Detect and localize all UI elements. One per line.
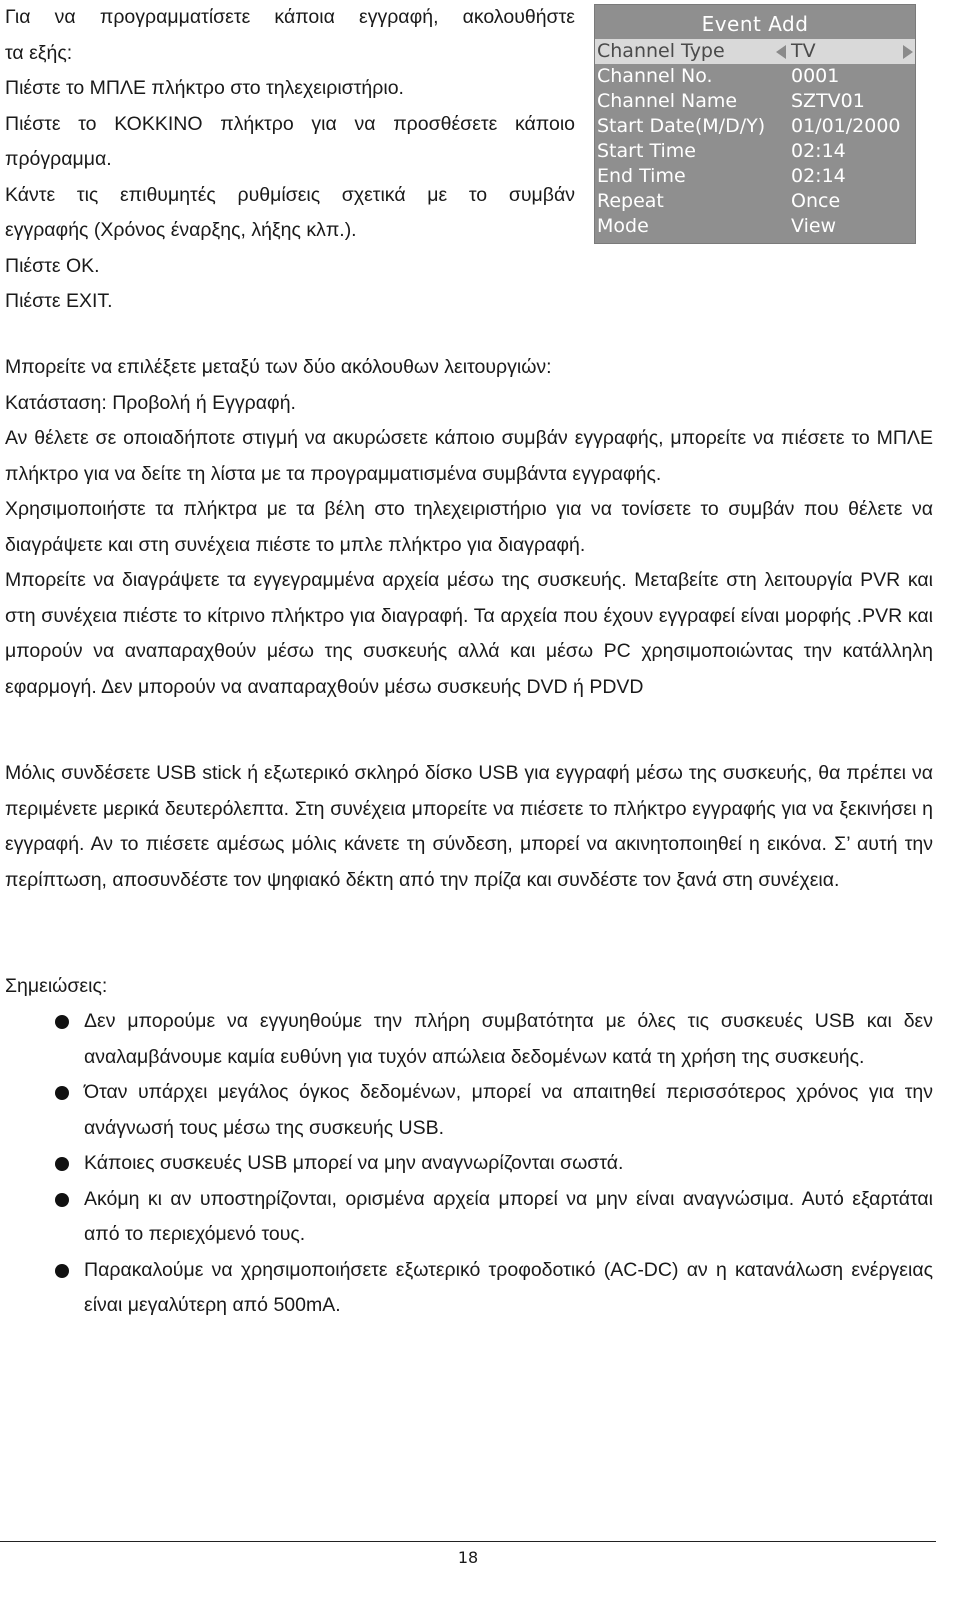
intro-instructions: [5, 0, 575, 320]
bullet-icon: [55, 1264, 69, 1278]
osd-value: Once: [791, 190, 841, 212]
osd-row-start-time[interactable]: [595, 139, 915, 164]
osd-row-channel-type[interactable]: [595, 39, 915, 64]
osd-label: Start Time: [597, 140, 696, 162]
osd-value: 0001: [791, 65, 840, 87]
intro-line: τα εξής:: [5, 41, 73, 64]
event-add-panel: [594, 4, 916, 244]
delete-files-paragraph: Μπορείτε να διαγράψετε τα εγγεγραμμένα αρχεία μέσω της συσκευής. Μεταβείτε στη λειτουργία PVR και στη συνέχεια πιέστε το κίτρινο πλήκτρο για διαγραφή. Τα αρχεία που έχουν εγγραφεί είναι μορφής .PVR και μπορούν να αναπαραχθούν μέσω της συσκευής αλλά και μέσω PC χρησιμοποιώντας την κατάλληλη εφαρμογή. Δεν μπορούν να αναπαραχθούν μέσω συσκευής DVD ή PDVD: [5, 569, 933, 698]
intro-line: Πιέστε ΟΚ.: [5, 254, 100, 277]
note-item: [0, 1253, 933, 1324]
note-text: Παρακαλούμε να χρησιμοποιήσετε εξωτερικό τροφοδοτικό (AC-DC) αν η κατανάλωση ενέργειας είναι μεγαλύτερη από 500mA.: [84, 1258, 933, 1316]
osd-label: Repeat: [597, 190, 664, 212]
intro-line: Για να προγραμματίσετε κάποια εγγραφή, ακολουθήστε: [5, 6, 575, 28]
note-text: Κάποιες συσκευές USB μπορεί να μην αναγνωρίζονται σωστά.: [84, 1152, 624, 1174]
note-text: Ακόμη κι αν υποστηρίζονται, ορισμένα αρχεία μπορεί να μην είναι αναγνώσιμα. Αυτό εξαρτάται από το περιεχόμενό τους.: [84, 1187, 933, 1245]
intro-line: Πιέστε το ΚΟΚΚΙΝΟ πλήκτρο για να προσθέσετε κάποιο: [5, 112, 575, 135]
intro-line: εγγραφής (Χρόνος έναρξης, λήξης κλπ.).: [5, 219, 357, 241]
osd-row-mode[interactable]: [595, 214, 915, 239]
osd-label: Mode: [597, 215, 649, 237]
delete-event-paragraph: Χρησιμοποιήστε τα πλήκτρα με τα βέλη στο τηλεχειριστήριο για να τονίσετε το συμβάν που θέλετε να διαγράψετε και στη συνέχεια πιέστε το μπλε πλήκτρο για διαγραφή.: [5, 498, 933, 556]
arrow-right-icon[interactable]: [903, 45, 913, 59]
osd-value: 02:14: [791, 165, 846, 187]
osd-value: 02:14: [791, 140, 846, 162]
bullet-icon: [55, 1157, 69, 1171]
note-item: [0, 1075, 933, 1146]
usb-paragraph: Μόλις συνδέσετε USB stick ή εξωτερικό σκληρό δίσκο USB για εγγραφή μέσω της συσκευής, θα πρέπει να περιμένετε μερικά δευτερόλεπτα. Στη συνέχεια μπορείτε να πιέσετε το πλήκτρο εγγραφής για να ξεκινήσει η εγγραφή. Αν το πιέσετε αμέσως μόλις κάνετε τη σύνδεση, μπορεί να ακινητοποιηθεί η εικόνα. Σ’ αυτή την περίπτωση, αποσυνδέστε τον ψηφιακό δέκτη από την πρίζα και συνδέστε τον ξανά στη συνέχεια.: [5, 762, 933, 891]
note-item: [0, 1146, 933, 1182]
page-number: 18: [457, 1548, 479, 1567]
note-text: Δεν μπορούμε να εγγυηθούμε την πλήρη συμβατότητα με όλες τις συσκευές USB και δεν αναλαμβάνουμε καμία ευθύνη για τυχόν απώλεια δεδομένων κατά τη χρήση της συσκευής.: [84, 1010, 933, 1068]
footer-divider: [0, 1541, 936, 1542]
note-item: [0, 1182, 933, 1253]
intro-line: Πιέστε EXIT.: [5, 290, 113, 312]
event-add-title: Event Add: [701, 12, 809, 36]
mode-line-paragraph: Κατάσταση: Προβολή ή Εγγραφή.: [5, 391, 296, 414]
osd-label: Start Date(M/D/Y): [597, 115, 766, 137]
bullet-icon: [55, 1086, 69, 1100]
usb-section: [5, 756, 933, 898]
mode-intro-paragraph: Μπορείτε να επιλέξετε μεταξύ των δύο ακόλουθων λειτουργιών:: [5, 356, 552, 378]
intro-line: πρόγραμμα.: [5, 148, 112, 170]
intro-line: Κάντε τις επιθυμητές ρυθμίσεις σχετικά με το συμβάν: [5, 183, 575, 206]
osd-row-channel-name[interactable]: [595, 89, 915, 114]
intro-line: Πιέστε το ΜΠΛΕ πλήκτρο στο τηλεχειριστήριο.: [5, 77, 404, 99]
osd-value: TV: [791, 40, 816, 62]
osd-value: SZTV01: [791, 90, 865, 112]
osd-row-repeat[interactable]: [595, 189, 915, 214]
osd-label: Channel No.: [597, 65, 713, 87]
note-item: [0, 1004, 933, 1075]
osd-label: Channel Name: [597, 90, 738, 112]
bullet-icon: [55, 1193, 69, 1207]
notes-title: Σημειώσεις:: [5, 975, 108, 997]
osd-label: End Time: [597, 165, 686, 187]
osd-label: Channel Type: [597, 40, 725, 62]
osd-row-start-date[interactable]: [595, 114, 915, 139]
notes-list: [0, 1004, 933, 1324]
body-section: [5, 350, 933, 705]
cancel-paragraph: Αν θέλετε σε οποιαδήποτε στιγμή να ακυρώσετε κάποιο συμβάν εγγραφής, μπορείτε να πιέσετε το ΜΠΛΕ πλήκτρο για να δείτε τη λίστα με τα προγραμματισμένα συμβάντα εγγραφής.: [5, 427, 933, 485]
osd-row-end-time[interactable]: [595, 164, 915, 189]
note-text: Όταν υπάρχει μεγάλος όγκος δεδομένων, μπορεί να απαιτηθεί περισσότερος χρόνος για την ανάγνωσή τους μέσω της συσκευής USB.: [84, 1081, 933, 1139]
osd-value: 01/01/2000: [791, 115, 901, 137]
osd-row-channel-no[interactable]: [595, 64, 915, 89]
bullet-icon: [55, 1015, 69, 1029]
osd-value: View: [791, 215, 837, 237]
arrow-left-icon[interactable]: [776, 45, 786, 59]
